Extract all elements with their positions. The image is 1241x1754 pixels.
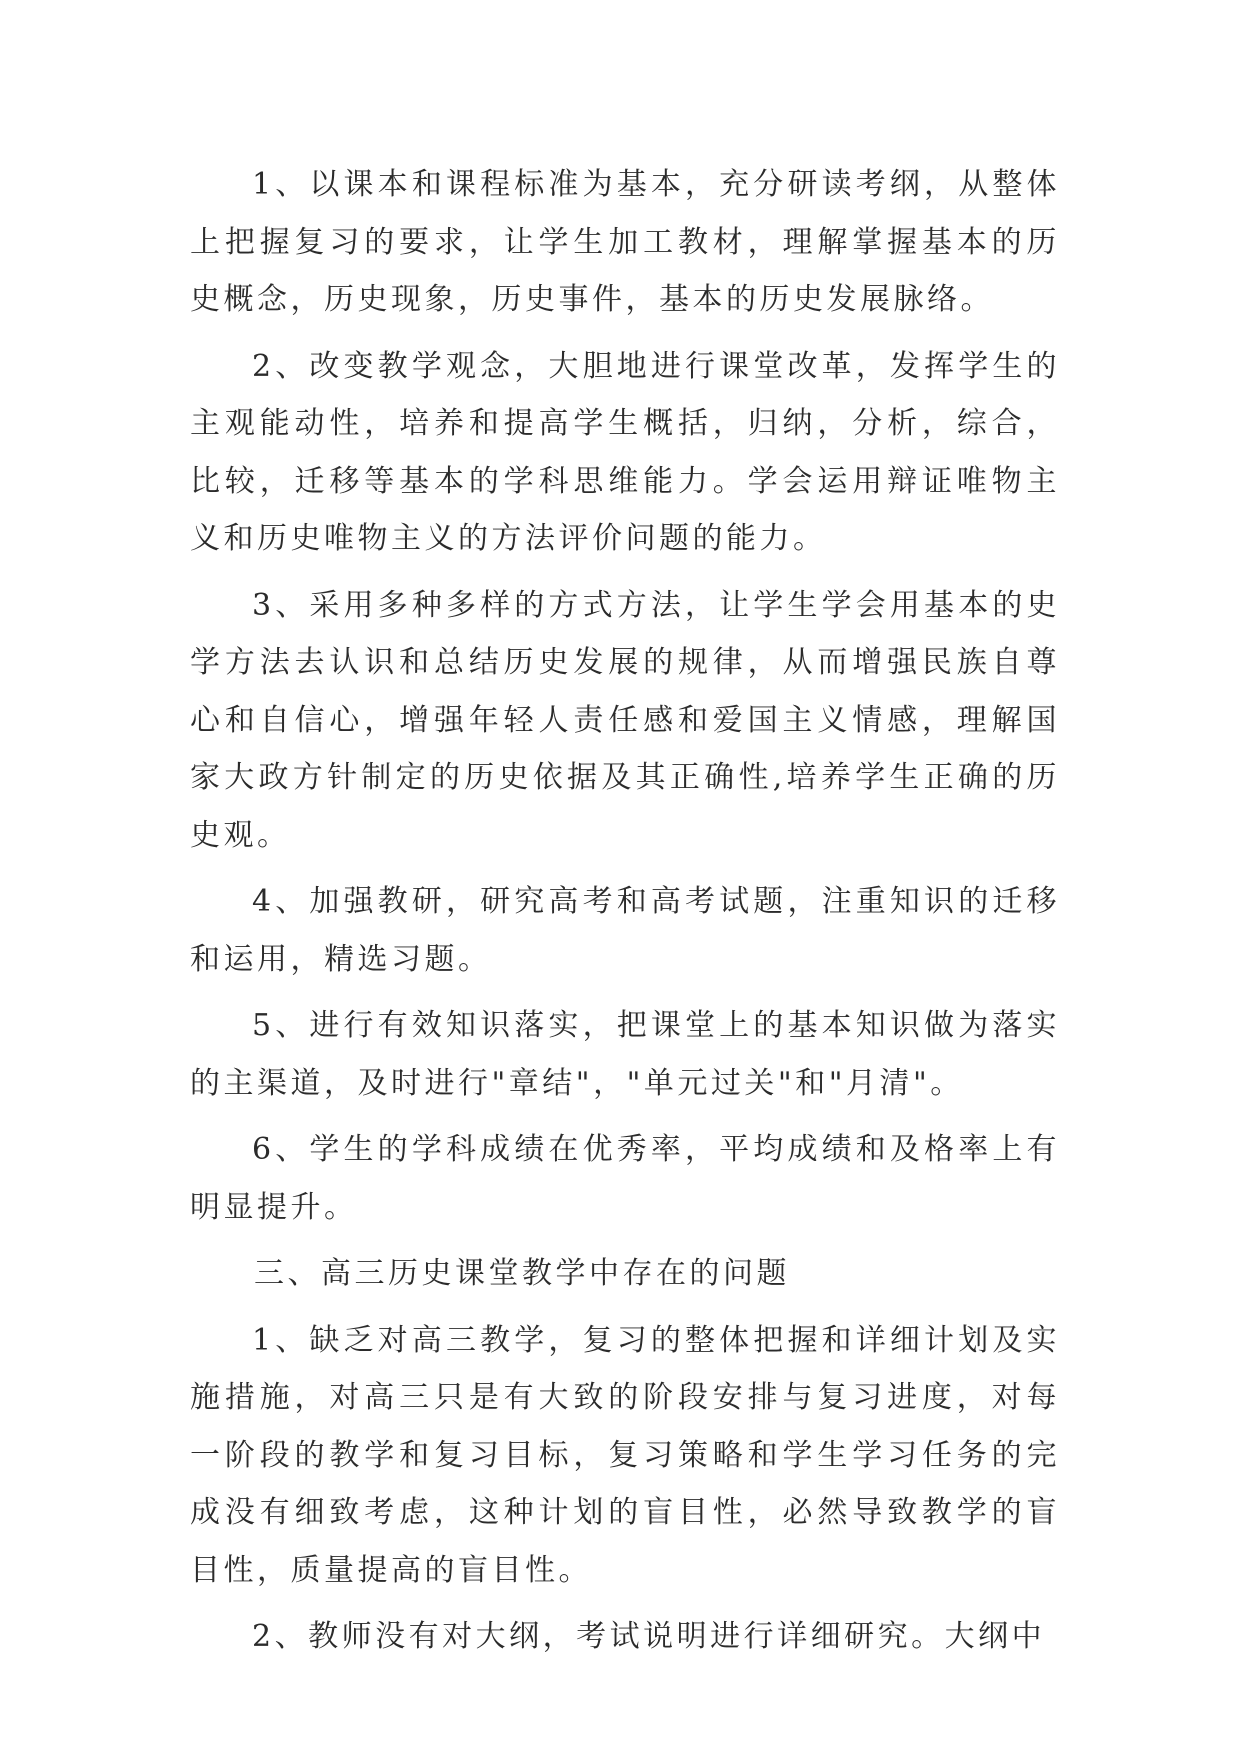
- paragraph-problem-1: 1、缺乏对高三教学，复习的整体把握和详细计划及实施措施，对高三只是有大致的阶段安排与复习进度，对每一阶段的教学和复习目标，复习策略和学生学习任务的完成没有细致考虑，这种计划的盲目性，必然导致教学的盲目性，质量提高的盲目性。: [190, 1322, 1060, 1588]
- document-body: [190, 156, 1060, 1675]
- paragraph-goal-4: 4、加强教研，研究高考和高考试题，注重知识的迁移和运用，精选习题。: [190, 884, 1060, 977]
- paragraph-problem-2: 2、教师没有对大纲，考试说明进行详细研究。大纲中: [252, 1619, 1046, 1654]
- paragraph-goal-5: 5、进行有效知识落实，把课堂上的基本知识做为落实的主渠道，及时进行"章结"，"单元过关"和"月清"。: [190, 1008, 1060, 1101]
- section-heading-problems: 三、高三历史课堂教学中存在的问题: [254, 1256, 790, 1291]
- paragraph-goal-2: 2、改变教学观念，大胆地进行课堂改革，发挥学生的主观能动性，培养和提高学生概括，归纳，分析，综合，比较，迁移等基本的学科思维能力。学会运用辩证唯物主义和历史唯物主义的方法评价问题的能力。: [190, 348, 1060, 556]
- paragraph-goal-3: 3、采用多种多样的方式方法，让学生学会用基本的史学方法去认识和总结历史发展的规律，从而增强民族自尊心和自信心，增强年轻人责任感和爱国主义情感，理解国家大政方针制定的历史依据及其正确性,培养学生正确的历史观。: [190, 587, 1060, 853]
- paragraph-goal-1: 1、以课本和课程标准为基本，充分研读考纲，从整体上把握复习的要求，让学生加工教材，理解掌握基本的历史概念，历史现象，历史事件，基本的历史发展脉络。: [190, 167, 1060, 317]
- paragraph-goal-6: 6、学生的学科成绩在优秀率，平均成绩和及格率上有明显提升。: [190, 1132, 1060, 1225]
